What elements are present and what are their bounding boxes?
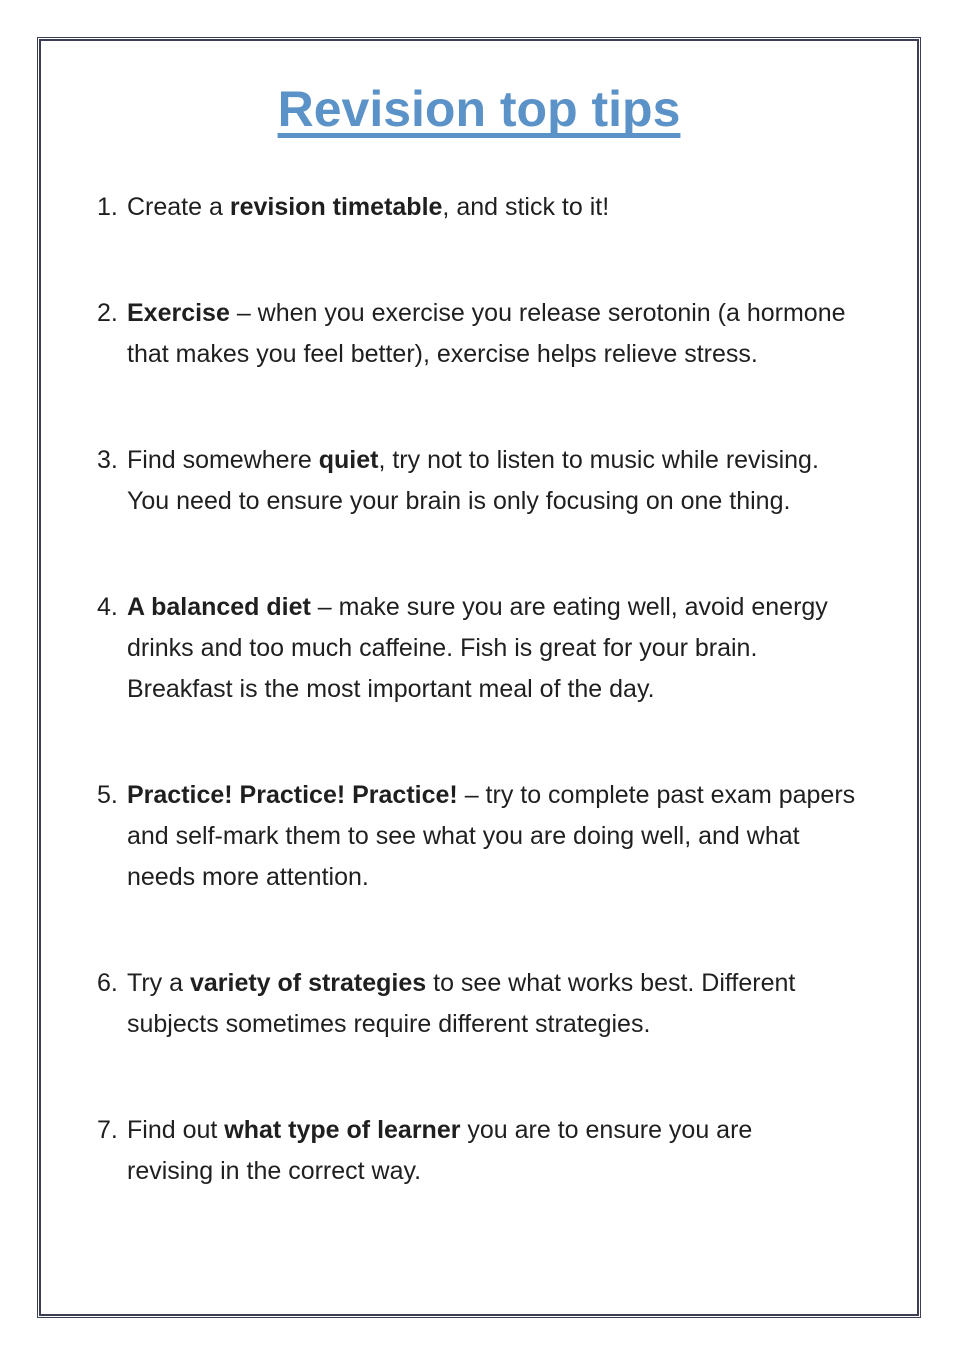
tip-text-segment: Find somewhere xyxy=(127,446,319,474)
tip-text-segment: Breakfast is the most important meal of the day. xyxy=(127,675,655,703)
list-item-number: 2. xyxy=(97,299,118,327)
tip-text-segment: revising in the correct way. xyxy=(127,1157,422,1185)
tip-text-segment: , try not to listen to music while revising. xyxy=(378,446,819,474)
list-item-text xyxy=(127,293,903,375)
list-item-text xyxy=(127,187,903,228)
tip-text-segment: You need to ensure your brain is only focusing on one thing. xyxy=(127,487,791,515)
tip-text-segment: that makes you feel better), exercise helps relieve stress. xyxy=(127,340,758,368)
tip-text-segment: to see what works best. Different xyxy=(426,969,796,997)
list-item xyxy=(97,775,903,898)
tips-list xyxy=(41,187,917,1192)
tip-text-segment: – try to complete past exam papers xyxy=(457,781,856,809)
tip-text-segment: drinks and too much caffeine. Fish is great for your brain. xyxy=(127,634,758,662)
page-border-outer xyxy=(37,37,921,1318)
list-item xyxy=(97,293,903,375)
tip-text-segment: Create a xyxy=(127,193,230,221)
tip-text-segment: , and stick to it! xyxy=(442,193,610,221)
page-title-text: Revision top tips xyxy=(277,81,681,137)
list-item xyxy=(97,440,903,522)
list-item-number: 5. xyxy=(97,781,118,809)
list-item-number: 3. xyxy=(97,446,118,474)
list-item xyxy=(97,587,903,710)
list-item-number: 6. xyxy=(97,969,118,997)
tip-text-segment: Find out xyxy=(127,1116,225,1144)
tip-text-bold-segment: Practice! Practice! Practice! xyxy=(127,781,458,809)
tip-text-bold-segment: revision timetable xyxy=(229,193,443,221)
list-item-text xyxy=(127,440,903,522)
tip-text-segment: Try a xyxy=(127,969,190,997)
tip-text-bold-segment: Exercise xyxy=(127,299,230,327)
list-item-text xyxy=(127,775,903,898)
tip-text-bold-segment: A balanced diet xyxy=(127,593,311,621)
tip-text-segment: – make sure you are eating well, avoid energy xyxy=(310,593,828,621)
list-item xyxy=(97,963,903,1045)
tip-text-bold-segment: quiet xyxy=(318,446,379,474)
tip-text-segment: needs more attention. xyxy=(127,863,369,891)
list-item xyxy=(97,187,903,228)
list-item-number: 4. xyxy=(97,593,118,621)
tip-text-segment: subjects sometimes require different strategies. xyxy=(127,1010,651,1038)
tip-text-segment: – when you exercise you release serotonin (a hormone xyxy=(229,299,846,327)
list-item-text xyxy=(127,587,903,710)
page-title xyxy=(41,81,917,137)
page-border-inner xyxy=(39,39,919,1316)
list-item-number: 7. xyxy=(97,1116,118,1144)
tip-text-bold-segment: what type of learner xyxy=(224,1116,461,1144)
list-item-text xyxy=(127,963,903,1045)
list-item xyxy=(97,1110,903,1192)
list-item-text xyxy=(127,1110,903,1192)
tip-text-bold-segment: variety of strategies xyxy=(189,969,427,997)
tip-text-segment: you are to ensure you are xyxy=(460,1116,753,1144)
list-item-number: 1. xyxy=(97,193,118,221)
tip-text-segment: and self-mark them to see what you are doing well, and what xyxy=(127,822,800,850)
